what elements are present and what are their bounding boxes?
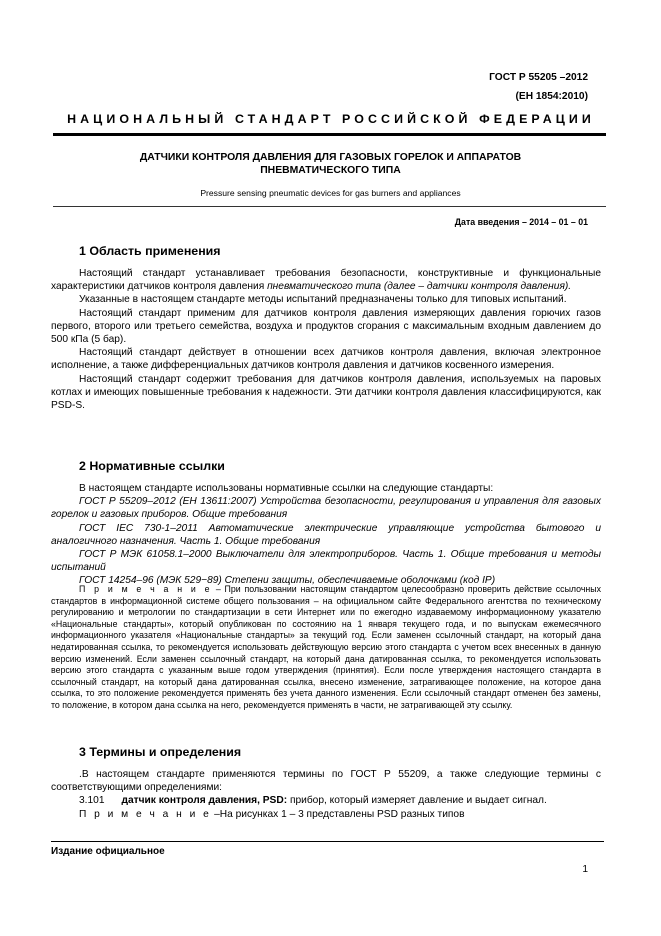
term-definition-text: прибор, который измеряет давление и выдает сигнал. xyxy=(287,795,547,807)
term-name: датчик контроля давления, PSD: xyxy=(121,795,288,807)
section-2-heading: 2 Нормативные ссылки xyxy=(79,459,225,473)
footer-divider xyxy=(51,841,604,842)
note-text: – При пользовании настоящим стандартом целесообразно проверить действие ссылочных стандартов в информационной системе общего пользования – на официальном сайте Федерального агентства по техническому регулированию и метрологии по стандартизации в сети Интернет или по ежегодно издаваемому информационному указателю «Национальные стандарты», который опубликован по состоянию на 1 января текущего года, и по выпускам ежемесячного информационного указателя «Национальные стандарты» за текущий год. Если заменен ссылочный стандарт, на который дана недатированная ссылка, то рекомендуется использовать действующую версию этого стандарта с учетом всех внесенных в данную версию изменений. Если заменен ссылочный стандарт, на который дана датированная ссылка, то рекомендуется использовать версию этого стандарта с указанным выше годом утверждения (принятия). Если после утверждения настоящего стандарта в ссылочный стандарт, на который дана датированная ссылка, внесено изменение, затрагивающее положение, на которое дана ссылка, то это положение рекомендуется применять без учета данного изменения. Если ссылочный стандарт отменен без замены, то положение, в котором дана ссылка на него, рекомендуется применять в части, не затрагивающей эту ссылку. xyxy=(51,584,601,710)
text-run: Настоящий стандарт устанавливает требования безопасности, конструктивные и функциональные характеристики датчиков контроля давления xyxy=(51,268,601,293)
section-3-note xyxy=(51,808,601,821)
section-1-paragraph: Настоящий стандарт применим для датчиков контроля давления измеряющих давления горючих газов первого, второго или третьего семейства, воздуха и продуктов сгорания с максимальным входным давлением до 500 кПа (5 бар). xyxy=(51,307,601,346)
section-1-paragraph: Настоящий стандарт действует в отношении всех датчиков контроля давления, включая электронное исполнение, а также дифференциальных датчиков контроля давления и датчиков косвенного измерения. xyxy=(51,347,601,372)
introduction-date: Дата введения – 2014 – 01 – 01 xyxy=(454,217,588,227)
term-definition xyxy=(51,794,601,807)
italic-run: пневматического типа (далее – датчики контроля давления). xyxy=(267,281,572,293)
national-standard-heading: НАЦИОНАЛЬНЫЙ СТАНДАРТ РОССИЙСКОЙ ФЕДЕРАЦИИ xyxy=(67,112,595,126)
note-label: П р и м е ч а н и е xyxy=(79,808,212,820)
section-3-body xyxy=(51,768,601,821)
edition-label: Издание официальное xyxy=(51,846,165,857)
title-line-1: ДАТЧИКИ КОНТРОЛЯ ДАВЛЕНИЯ ДЛЯ ГАЗОВЫХ ГОРЕЛОК И АППАРАТОВ xyxy=(139,152,522,163)
section-2-intro: В настоящем стандарте использованы нормативные ссылки на следующие стандарты: xyxy=(79,483,494,494)
section-1-paragraph: Настоящий стандарт содержит требования для датчиков контроля давления, используемых на паровых котлах и имеющих повышенные требования к надежности. Эти датчики контроля давления классифицируются, как PSD-S. xyxy=(51,373,601,412)
section-1-heading: 1 Область применения xyxy=(79,244,221,258)
document-title xyxy=(60,151,601,177)
note-text: –На рисунках 1 – 3 представлены PSD разных типов xyxy=(211,808,465,820)
reference-item: ГОСТ 14254–96 (МЭК 529−89) Степени защиты, обеспечиваемые оболочками (код IP) xyxy=(79,575,496,587)
section-2-note xyxy=(51,584,601,712)
standard-number: ГОСТ Р 55205 –2012 xyxy=(489,72,588,83)
reference-item: ГОСТ Р 55209–2012 (ЕН 13611:2007) Устройства безопасности, регулирования и управления для газовых горелок и газовых приборов. Общие требования xyxy=(51,496,601,521)
header-divider xyxy=(53,133,606,136)
section-3-heading: 3 Термины и определения xyxy=(79,745,242,759)
section-2-body xyxy=(51,482,601,588)
english-title: Pressure sensing pneumatic devices for gas burners and appliances xyxy=(200,188,461,198)
title-divider xyxy=(53,206,606,207)
term-number: 3.101 xyxy=(79,795,105,807)
section-3-intro: .В настоящем стандарте применяются термины по ГОСТ Р 55209, а также следующие термины с соответствующими определениями: xyxy=(51,769,601,794)
title-line-2: ПНЕВМАТИЧЕСКОГО ТИПА xyxy=(260,165,401,176)
reference-item: ГОСТ IEC 730-1–2011 Автоматические электрические управляющие устройства бытового и аналогичного назначения. Часть 1. Общие требования xyxy=(51,522,601,547)
section-1-paragraph: Указанные в настоящем стандарте методы испытаний предназначены только для типовых испытаний. xyxy=(79,294,567,306)
section-1-paragraph xyxy=(51,267,601,293)
note-label: П р и м е ч а н и е xyxy=(79,584,213,594)
note-paragraph xyxy=(51,584,601,712)
page-number: 1 xyxy=(582,864,588,875)
reference-item: ГОСТ Р МЭК 61058.1–2000 Выключатели для электроприборов. Часть 1. Общие требования и методы испытаний xyxy=(51,549,601,574)
section-1-body xyxy=(51,267,601,412)
en-reference: (ЕН 1854:2010) xyxy=(515,91,588,102)
